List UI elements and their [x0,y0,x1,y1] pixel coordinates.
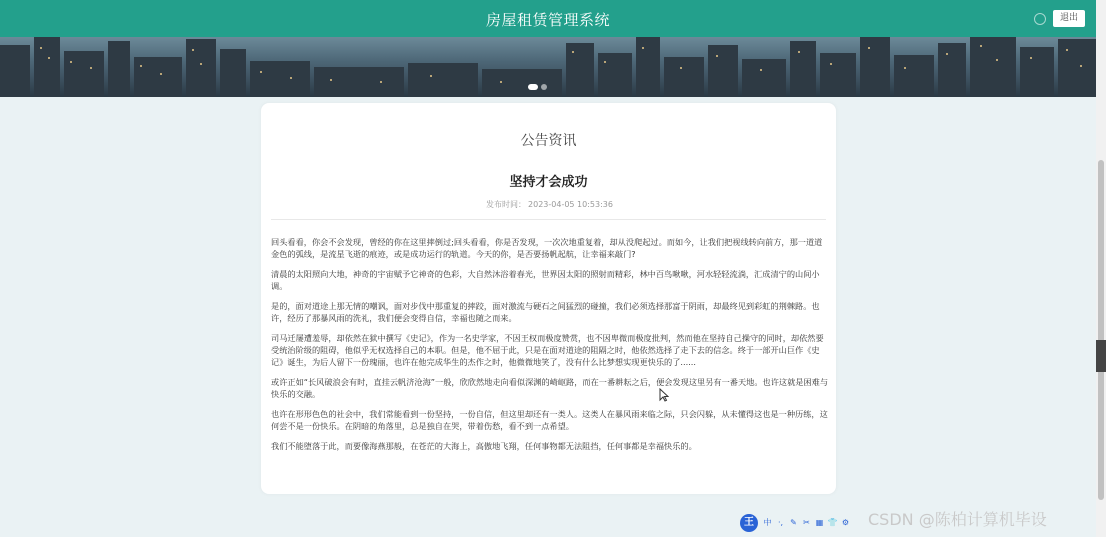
article-paragraph: 也许在形形色色的社会中，我们常能看到一份坚持，一份自信，但这里却还有一类人。这类人在暴风雨来临之际，只会闪躲，从未懂得这也是一种历练，这何尝不是一份快乐。在阴暗的角落里，总是独自在哭，带着伤愁，看不到一点希望。 [271,409,828,431]
ime-keyboard-icon[interactable]: ▦ [815,518,824,527]
banner-carousel[interactable] [0,37,1096,97]
article-paragraph: 是的，面对道途上那无情的嘲讽，面对步伐中那重复的摔跤，面对激流与硬石之间猛烈的碰撞，我们必须选择那富于阴雨，却最终见到彩虹的荆棘路。也许，经历了那暴风雨的洗礼，我们便会变得自信，幸福也随之而来。 [271,301,820,323]
skyline-image [0,37,1096,97]
carousel-dot[interactable] [541,84,547,90]
section-title: 公告资讯 [520,133,577,149]
mouse-cursor-icon [659,388,669,402]
app-title: 房屋租赁管理系统 [485,11,610,29]
scrollbar-thumb[interactable] [1098,160,1104,500]
article-paragraph: 司马迁屡遭羞辱，却依然在狱中撰写《史记》，作为一名史学家，不因王权而极度赞赏，也不因卑微而极度批判，然而他在坚持自己操守的同时，却依然要受统治阶级的阻碍，他似乎无权选择自己的本职。但是，他不屈于此，只是在面对道途的阻隔之时，他依然选择了走下去的信念。终于一部开山巨作《史记》诞生，为后人留下一份瑰丽，也许在他完成华生的杰作之时，他微微地笑了，没有什么比梦想实现更快乐的了...... [271,333,824,367]
article-content [271,236,829,460]
ime-handwriting-icon[interactable]: ✎ [790,518,797,527]
scrollbar-handle[interactable] [1096,340,1106,372]
ime-punctuation-icon[interactable]: ·, [777,518,784,527]
ime-settings-icon[interactable]: ⚙ [841,518,850,527]
article-paragraph: 我们不能堕落于此，而要像海燕那般，在苍茫的大海上，高傲地飞翔，任何事物都无法阻挡，任何事都是幸福快乐的。 [271,441,697,451]
ime-chinese-mode-icon[interactable]: 中 [763,518,772,527]
ime-scissors-icon[interactable]: ✂ [803,518,810,527]
notice-detail-card [261,103,836,494]
page-scrollbar[interactable] [1096,0,1106,537]
divider [271,219,826,220]
csdn-watermark: CSDN @陈柏计算机毕设 [868,510,1047,529]
logout-button[interactable]: 退出 [1053,10,1085,27]
ime-toolbar[interactable] [740,514,856,532]
publish-time [261,199,836,210]
publish-time-value: 2023-04-05 10:53:36 [528,200,613,209]
ime-skin-icon[interactable]: 👕 [827,518,838,527]
ime-logo-icon[interactable]: 王 [740,514,758,532]
carousel-dot-active[interactable] [528,84,538,90]
user-icon[interactable] [1034,13,1046,25]
article-paragraph: 清晨的太阳照向大地，神奇的宇宙赋予它神奇的色彩，大自然沐浴着春光，世界因太阳的照射而精彩，林中百鸟啾啾，河水轻轻流淌，汇成清宁的山间小调。 [271,269,820,291]
article-paragraph: 回头看看，你会不会发现，曾经的你在这里摔倒过;回头看看，你是否发现，一次次地重复着，却从没爬起过。而如今，让我们把视线转向前方，那一道道金色的弧线，是流星飞逝的痕迹，或是成功运行的轨道。今天的你，是否要扬帆起航，让幸福来敲门? [271,237,823,259]
publish-time-label: 发布时间： [486,200,527,209]
article-title: 坚持才会成功 [509,175,588,190]
article-paragraph: 或许正如“长风破浪会有时，直挂云帆济沧海”一般，欣欣然地走向看似深渊的崎岖路，而在一番耕耘之后，便会发现这里另有一番天地。也许这就是困难与快乐的交融。 [271,377,829,399]
top-navigation-bar [0,0,1096,37]
